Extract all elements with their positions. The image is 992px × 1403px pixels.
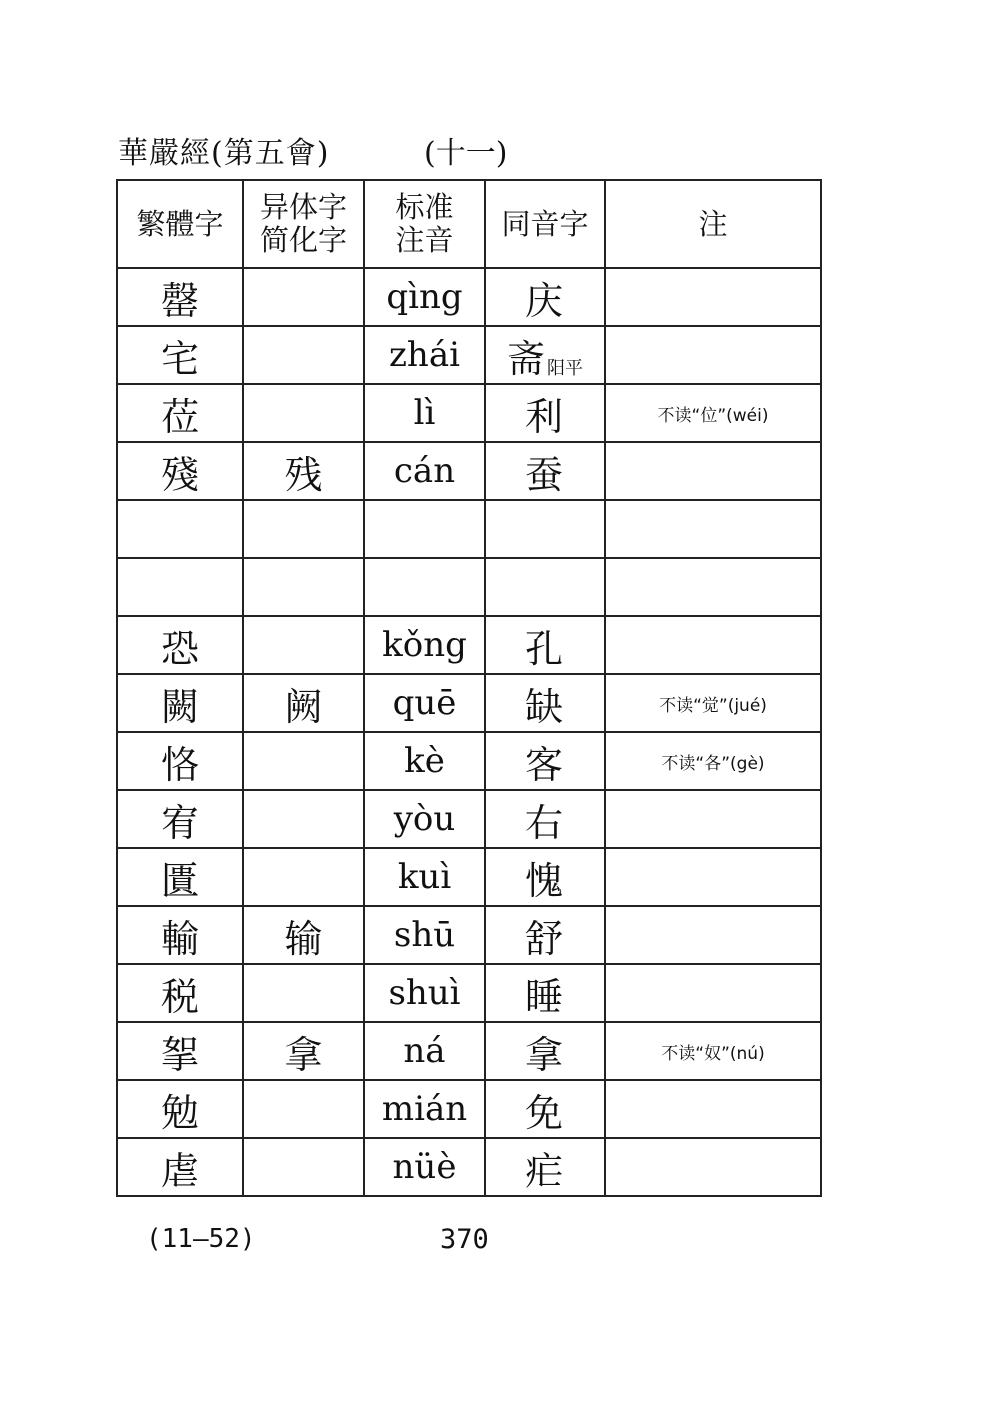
cell-pinyin (364, 790, 485, 848)
cell-homophone (485, 674, 605, 732)
cell-pinyin (364, 732, 485, 790)
table-row (117, 384, 821, 442)
cell-homophone (485, 1022, 605, 1080)
cell-pinyin-text: kuì (397, 857, 452, 897)
cell-homophone-text: 庆 (524, 278, 563, 323)
cell-homophone (485, 732, 605, 790)
cell-note (605, 1022, 821, 1080)
cell-note (605, 558, 821, 616)
table-row (117, 906, 821, 964)
cell-traditional (117, 616, 243, 674)
cell-traditional (117, 558, 243, 616)
cell-variant (243, 442, 364, 500)
cell-note (605, 674, 821, 732)
cell-homophone-text: 疟 (524, 1148, 563, 1193)
cell-traditional-text: 挐 (160, 1032, 199, 1077)
cell-traditional (117, 326, 243, 384)
cell-homophone (485, 442, 605, 500)
cell-traditional-text: 虐 (160, 1148, 199, 1193)
cell-homophone-text: 免 (524, 1090, 563, 1135)
cell-traditional-text: 宥 (160, 800, 199, 845)
cell-variant-text: 输 (284, 916, 323, 961)
cell-pinyin (364, 674, 485, 732)
cell-pinyin (364, 964, 485, 1022)
cell-variant (243, 500, 364, 558)
header-pinyin-label: 标准 注音 (395, 190, 454, 257)
cell-pinyin (364, 906, 485, 964)
cell-homophone (485, 500, 605, 558)
cell-traditional (117, 848, 243, 906)
cell-homophone (485, 326, 605, 384)
cell-pinyin-text: shuì (388, 973, 461, 1013)
cell-traditional (117, 964, 243, 1022)
cell-traditional (117, 674, 243, 732)
cell-traditional (117, 1138, 243, 1196)
page-footer (146, 1224, 646, 1264)
page-title: 華嚴經(第五會) (118, 136, 330, 171)
cell-pinyin (364, 384, 485, 442)
cell-note (605, 268, 821, 326)
cell-homophone-text: 拿 (524, 1032, 563, 1077)
header-variant-label: 异体字 简化字 (259, 190, 347, 257)
cell-pinyin (364, 500, 485, 558)
cell-note (605, 906, 821, 964)
cell-homophone-text: 右 (524, 800, 563, 845)
table-row (117, 848, 821, 906)
cell-homophone-text: 舒 (524, 916, 563, 961)
table-row (117, 442, 821, 500)
cell-traditional (117, 790, 243, 848)
cell-note-text: 不读“觉”(jué) (659, 695, 767, 716)
cell-homophone (485, 268, 605, 326)
cell-variant (243, 848, 364, 906)
cell-note (605, 732, 821, 790)
cell-pinyin-text: cán (393, 451, 456, 491)
cell-variant (243, 1138, 364, 1196)
cell-homophone-text: 斋 (506, 336, 545, 381)
cell-note-text: 不读“各”(gè) (661, 753, 765, 774)
cell-homophone (485, 964, 605, 1022)
cell-note-text: 不读“奴”(nú) (661, 1043, 765, 1064)
cell-homophone-text: 孔 (524, 626, 563, 671)
cell-traditional-text: 闕 (160, 684, 199, 729)
cell-homophone-text: 睡 (524, 974, 563, 1019)
header-pinyin (364, 180, 485, 268)
cell-homophone (485, 848, 605, 906)
table-row (117, 964, 821, 1022)
cell-homophone-text: 利 (524, 394, 563, 439)
cell-homophone (485, 790, 605, 848)
cell-variant (243, 1022, 364, 1080)
cell-traditional (117, 1022, 243, 1080)
cell-traditional-text: 税 (160, 974, 199, 1019)
cell-homophone-text: 蚕 (524, 452, 563, 497)
cell-traditional-text: 恪 (160, 742, 199, 787)
cell-note (605, 790, 821, 848)
cell-homophone-text: 愧 (524, 858, 563, 903)
cell-homophone (485, 906, 605, 964)
cell-variant-text: 阙 (284, 684, 323, 729)
cell-homophone (485, 558, 605, 616)
cell-pinyin-text: qìng (386, 277, 463, 317)
cell-homophone (485, 384, 605, 442)
cell-pinyin-text: quē (392, 683, 457, 723)
pronunciation-table (116, 179, 822, 1197)
cell-traditional (117, 500, 243, 558)
table-row (117, 268, 821, 326)
table-row (117, 616, 821, 674)
table-row (117, 326, 821, 384)
cell-variant (243, 326, 364, 384)
cell-traditional (117, 732, 243, 790)
cell-pinyin-text: shū (393, 915, 456, 955)
cell-traditional (117, 268, 243, 326)
tone-note: 阳平 (547, 357, 583, 379)
cell-variant (243, 790, 364, 848)
table-row (117, 1022, 821, 1080)
cell-pinyin (364, 1022, 485, 1080)
cell-variant (243, 384, 364, 442)
cell-note (605, 616, 821, 674)
header-homophone: 同音字 (485, 180, 605, 268)
section-number: (十一) (424, 136, 508, 171)
cell-traditional (117, 1080, 243, 1138)
cell-pinyin-text: zhái (389, 335, 460, 375)
cell-pinyin (364, 268, 485, 326)
cell-homophone (485, 1080, 605, 1138)
cell-traditional-text: 恐 (160, 626, 199, 671)
cell-pinyin (364, 558, 485, 616)
cell-variant (243, 616, 364, 674)
cell-pinyin-text: kǒng (382, 625, 467, 665)
cell-pinyin (364, 1138, 485, 1196)
cell-variant (243, 732, 364, 790)
cell-traditional-text: 莅 (160, 394, 199, 439)
cell-variant (243, 558, 364, 616)
table-row (117, 1080, 821, 1138)
table-row (117, 732, 821, 790)
table-row (117, 1138, 821, 1196)
cell-traditional-text: 勉 (160, 1090, 199, 1135)
cell-note (605, 1080, 821, 1138)
cell-pinyin (364, 1080, 485, 1138)
cell-homophone (485, 1138, 605, 1196)
cell-traditional-text: 輸 (160, 916, 199, 961)
cell-note (605, 964, 821, 1022)
cell-homophone-text: 客 (524, 742, 563, 787)
cell-traditional (117, 384, 243, 442)
cell-note (605, 848, 821, 906)
cell-pinyin-text: yòu (393, 799, 456, 839)
cell-pinyin (364, 848, 485, 906)
cell-pinyin-text: kè (404, 741, 445, 781)
cell-traditional-text: 罄 (160, 278, 199, 323)
cell-traditional (117, 906, 243, 964)
header-variant (243, 180, 364, 268)
cell-note (605, 500, 821, 558)
cell-homophone (485, 616, 605, 674)
cell-traditional (117, 442, 243, 500)
cell-pinyin-text: mián (381, 1089, 468, 1129)
footer-code: (11—52) (146, 1224, 256, 1254)
cell-variant (243, 1080, 364, 1138)
cell-traditional-text: 匱 (160, 858, 199, 903)
table-row (117, 674, 821, 732)
table-row (117, 558, 821, 616)
cell-variant (243, 268, 364, 326)
page-header (118, 128, 818, 171)
page-number: 370 (440, 1224, 489, 1255)
cell-note (605, 1138, 821, 1196)
cell-note (605, 384, 821, 442)
cell-note (605, 442, 821, 500)
cell-variant (243, 674, 364, 732)
cell-traditional-text: 宅 (160, 336, 199, 381)
cell-pinyin (364, 616, 485, 674)
cell-pinyin (364, 326, 485, 384)
cell-traditional-text: 殘 (160, 452, 199, 497)
cell-pinyin (364, 442, 485, 500)
cell-variant-text: 残 (284, 452, 323, 497)
table-row (117, 500, 821, 558)
cell-pinyin-text: nüè (392, 1147, 457, 1187)
table-row (117, 790, 821, 848)
header-note: 注 (605, 180, 821, 268)
cell-variant (243, 906, 364, 964)
cell-note-text: 不读“位”(wéi) (657, 405, 769, 426)
cell-variant-text: 拿 (284, 1032, 323, 1077)
cell-pinyin-text: ná (403, 1031, 446, 1071)
cell-pinyin-text: lì (413, 393, 436, 433)
cell-variant (243, 964, 364, 1022)
header-traditional: 繁體字 (117, 180, 243, 268)
cell-homophone-text: 缺 (524, 684, 563, 729)
table-header-row (117, 180, 821, 268)
cell-note (605, 326, 821, 384)
